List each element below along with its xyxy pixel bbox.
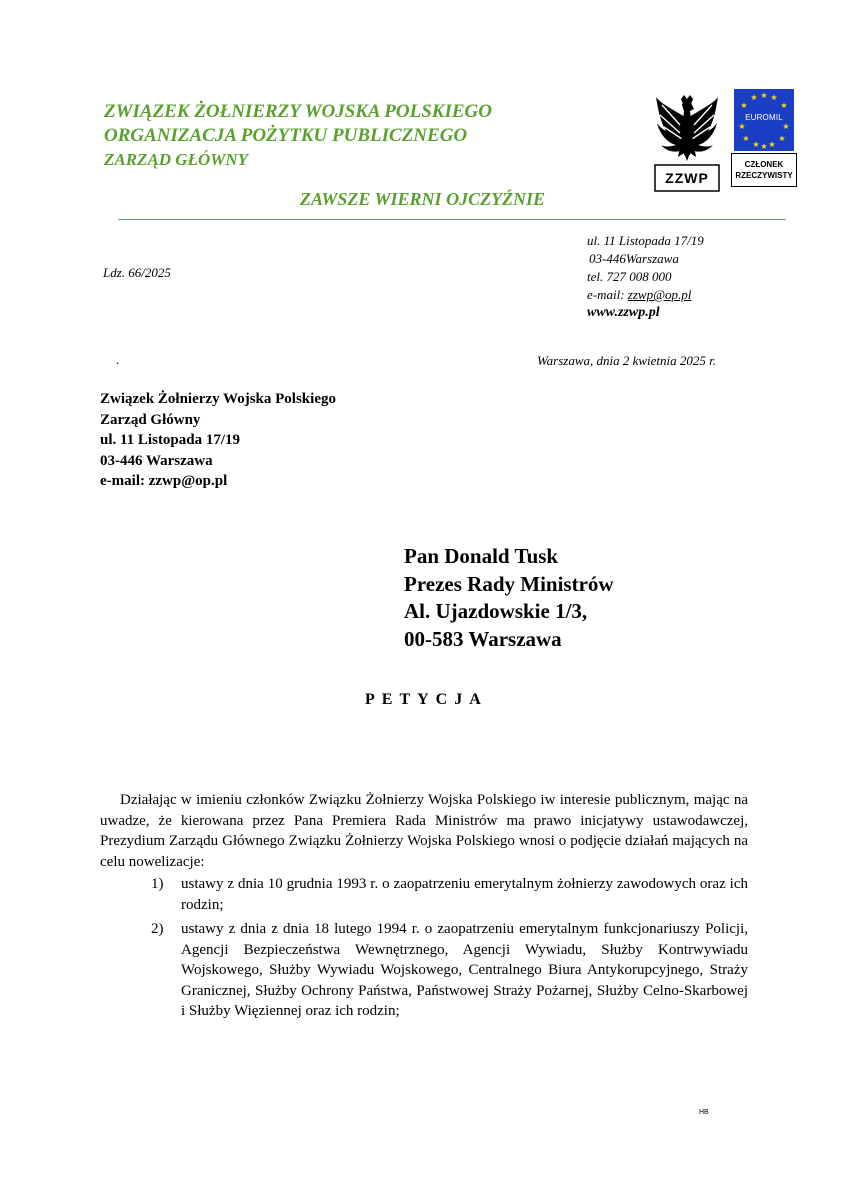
recipient-line: Prezes Rady Ministrów [404,571,614,596]
sender-line: e-mail: zzwp@op.pl [100,473,228,489]
contact-email-link[interactable]: zzwp@op.pl [627,287,692,302]
svg-text:★: ★ [780,101,788,110]
sender-line: 03-446 Warszawa [100,452,213,469]
zzwp-eagle-logo [654,95,720,192]
recipient-line: 00-583 Warszawa [404,626,562,651]
svg-text:★: ★ [742,134,750,143]
stray-dot: . [116,352,120,367]
letter-date: Warszawa, dnia 2 kwietnia 2025 r. [537,353,717,368]
org-board: ZARZĄD GŁÓWNY [104,150,249,169]
contact-phone: tel. 727 008 000 [587,269,672,284]
recipient-line: Al. Ujazdowskie 1/3, [404,599,588,623]
svg-text:★: ★ [778,134,786,143]
euromil-label: EUROMIL [745,113,783,122]
svg-text:★: ★ [760,91,768,100]
org-name: ZWIĄZEK ŻOŁNIERZY WOJSKA POLSKIEGO [104,101,492,122]
list-item-number: 2) [151,921,164,937]
recipient-address [404,543,614,653]
organization-header [104,100,492,172]
euromil-logo [734,89,794,151]
svg-text:★: ★ [750,93,758,102]
contact-email-prefix: e-mail: [587,287,628,302]
list-item-text: ustawy z dnia z dnia 18 lutego 1994 r. o zaopatrzeniu emerytalnym funkcjonariuszy Policji, Agencji Bezpieczeństwa Wewnętrznego, Agencji Wywiadu, Służby Kontrwywiadu Wojskowego, Służby Wywiadu Wojskowego, Centralnego Biura Antykorupcyjnego, Straży Granicznej, Służby Ochrony Państwa, Państwowej Straży Pożarnej, Służby Celno-Skarbowej i Służby Więziennej oraz ich rodzin; [181,921,748,1019]
member-badge-line2: RZECZYWISTY [735,171,793,180]
svg-text:★: ★ [770,93,778,102]
reference-number: Ldz. 66/2025 [103,265,171,280]
amendment-list [100,874,748,1026]
list-item [100,874,748,915]
sender-line: Związek Żołnierzy Wojska Polskiego [100,391,336,407]
zzwp-logo-text: ZZWP [665,170,709,186]
sender-line: Zarząd Główny [100,411,201,428]
contact-postal: 03-446Warszawa [589,251,679,266]
contact-email-line [587,286,704,304]
org-status: ORGANIZACJA POŻYTKU PUBLICZNEGO [104,125,468,146]
svg-text:★: ★ [740,101,748,110]
document-title: PETYCJA [365,691,488,708]
svg-text:★: ★ [738,122,746,131]
svg-text:★: ★ [768,140,776,149]
svg-text:★: ★ [782,122,790,131]
recipient-line: Pan Donald Tusk [404,544,559,568]
member-badge [731,153,797,187]
contact-street: ul. 11 Listopada 17/19 [587,233,704,248]
contact-block [587,232,704,322]
motto: ZAWSZE WIERNI OJCZYŹNIE [300,189,546,209]
list-item-number: 1) [151,876,164,892]
svg-text:★: ★ [752,140,760,149]
footer-initials: HB [699,1109,709,1116]
sender-address [100,389,336,492]
svg-text:★: ★ [760,142,768,151]
list-item-text: ustawy z dnia 10 grudnia 1993 r. o zaopatrzeniu emerytalnym żołnierzy zawodowych oraz ich rodzin; [181,876,748,913]
intro-paragraph: Działając w imieniu członków Związku Żołnierzy Wojska Polskiego iw interesie publicznym, mając na uwadze, że kierowana przez Pana Premiera Rada Ministrów ma prawo inicjatywy ustawodawczej, Prezydium Zarządu Głównego Związku Żołnierzy Wojska Polskiego wnosi o podjęcie działań mających na celu nowelizacje: [100,792,748,870]
header-divider [118,219,786,220]
member-badge-line1: CZŁONEK [744,160,784,169]
sender-line: ul. 11 Listopada 17/19 [100,432,241,448]
contact-website[interactable]: www.zzwp.pl [587,305,660,320]
petition-body [100,790,748,872]
list-item [100,919,748,1022]
